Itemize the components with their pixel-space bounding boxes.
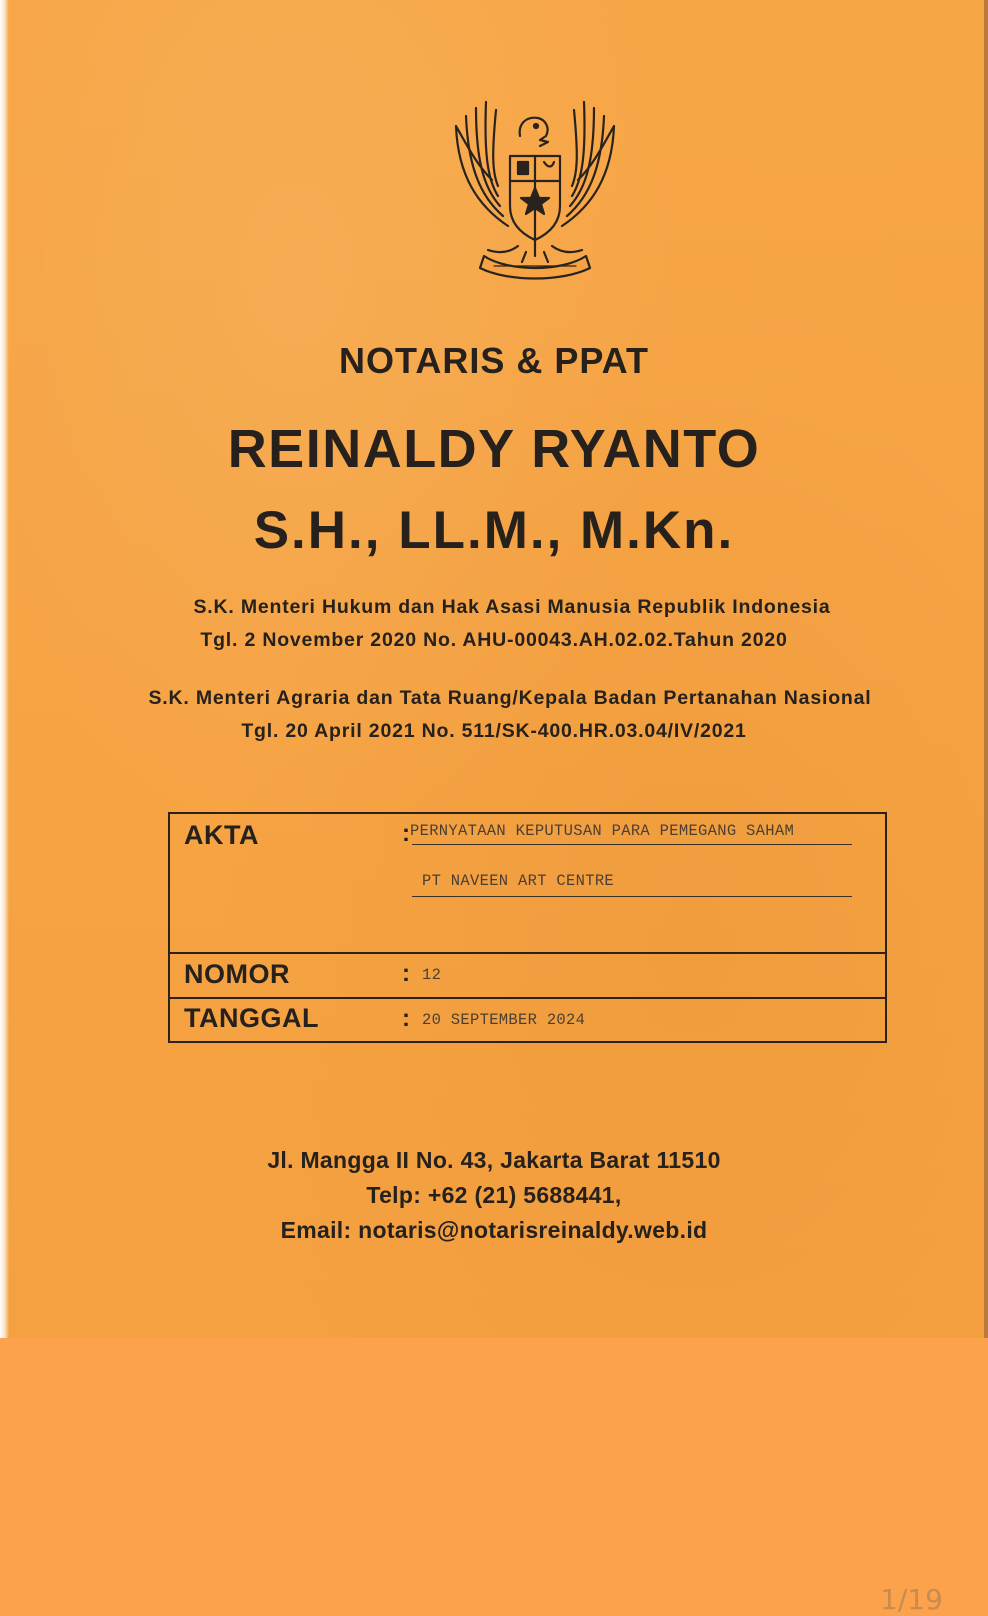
notary-name: REINALDY RYANTO: [227, 419, 761, 479]
nomor-value: 12: [422, 966, 442, 984]
akta-value-line-2: PT NAVEEN ART CENTRE: [422, 872, 615, 890]
cover-subtitle: NOTARIS & PPAT: [339, 340, 649, 381]
tanggal-colon: :: [402, 1005, 410, 1032]
garuda-emblem-icon: [448, 96, 622, 284]
sk-decree-1-line-2: Tgl. 2 November 2020 No. AHU-00043.AH.02.02.Tahun 2020: [200, 629, 788, 651]
nomor-colon: :: [402, 960, 410, 987]
deed-row-tanggal: [170, 999, 885, 1041]
sk-decree-1-line-1: S.K. Menteri Hukum dan Hak Asasi Manusia Republik Indonesia: [193, 596, 831, 618]
sk-decree-2-line-1: S.K. Menteri Agraria dan Tata Ruang/Kepala Badan Pertanahan Nasional: [148, 687, 872, 709]
office-email: Email: notaris@notarisreinaldy.web.id: [280, 1217, 708, 1243]
akta-label: AKTA: [184, 820, 259, 850]
notary-degrees: S.H., LL.M., M.Kn.: [253, 501, 735, 560]
deed-row-akta: [170, 814, 885, 954]
nomor-label: NOMOR: [184, 959, 290, 989]
akta-underline-1: [412, 844, 852, 845]
office-address: Jl. Mangga II No. 43, Jakarta Barat 11510: [267, 1147, 721, 1173]
akta-underline-2: [412, 896, 852, 897]
tanggal-value: 20 SEPTEMBER 2024: [422, 1011, 586, 1029]
tanggal-label: TANGGAL: [184, 1003, 319, 1033]
office-phone: Telp: +62 (21) 5688441,: [366, 1182, 622, 1208]
page-right-edge: [984, 0, 988, 1338]
akta-value-line-1: PERNYATAAN KEPUTUSAN PARA PEMEGANG SAHAM: [410, 822, 795, 840]
akta-colon: :: [402, 820, 410, 847]
page-indicator: 1/19: [880, 1583, 943, 1616]
deed-info-box: [168, 812, 887, 1043]
deed-row-nomor: [170, 954, 885, 999]
page-left-edge: [0, 0, 9, 1338]
sk-decree-2-line-2: Tgl. 20 April 2021 No. 511/SK-400.HR.03.04/IV/2021: [241, 720, 747, 742]
